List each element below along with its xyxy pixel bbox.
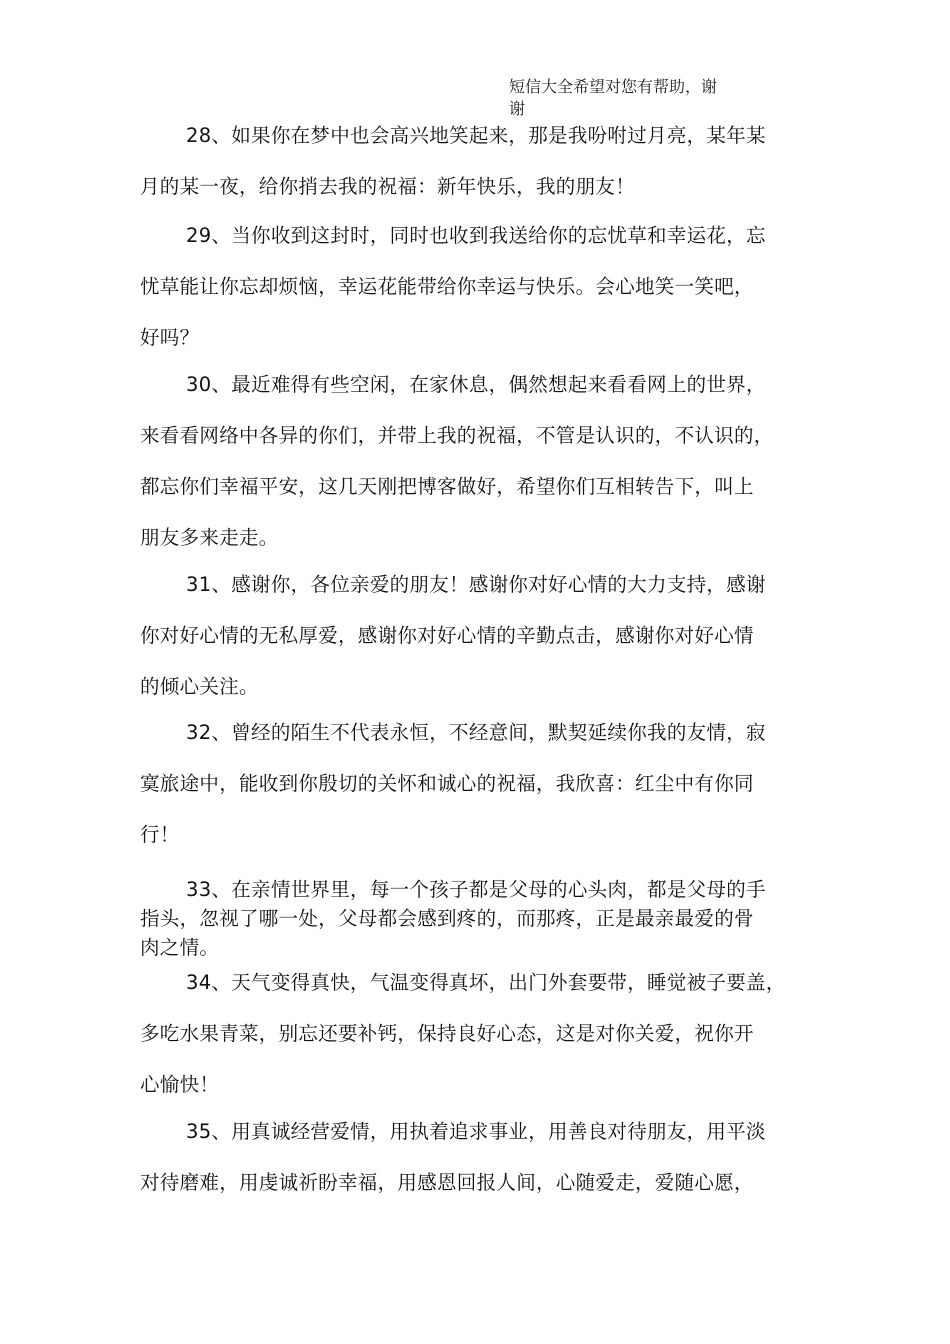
paragraph-line: 忧草能让你忘却烦恼，幸运花能带给你幸运与快乐。会心地笑一笑吧， xyxy=(140,275,754,298)
paragraph-line: 肉之情。 xyxy=(140,936,220,959)
paragraph-line: 29、当你收到这封时，同时也收到我送给你的忘忧草和幸运花，忘 xyxy=(186,224,766,247)
paragraph-line: 心愉快！ xyxy=(140,1073,220,1096)
paragraph-29 xyxy=(140,210,830,363)
paragraph-line: 33、在亲情世界里，每一个孩子都是父母的心头肉，都是父母的手 xyxy=(186,878,766,901)
paragraph-line: 28、如果你在梦中也会高兴地笑起来，那是我吩咐过月亮，某年某 xyxy=(186,124,766,147)
paragraph-line: 34、天气变得真快，气温变得真坏，出门外套要带，睡觉被子要盖， xyxy=(186,971,786,994)
paragraph-30 xyxy=(140,359,830,563)
paragraph-line: 对待磨难，用虔诚祈盼幸福，用感恩回报人间，心随爱走，爱随心愿， xyxy=(140,1171,754,1194)
paragraph-line: 30、最近难得有些空闲，在家休息，偶然想起来看看网上的世界， xyxy=(186,373,766,396)
paragraph-line: 35、用真诚经营爱情，用执着追求事业，用善良对待朋友，用平淡 xyxy=(186,1120,766,1143)
paragraph-31 xyxy=(140,559,830,712)
paragraph-33 xyxy=(140,875,830,962)
paragraph-line: 都忘你们幸福平安，这几天刚把博客做好，希望你们互相转告下，叫上 xyxy=(140,475,754,498)
paragraph-line: 31、感谢你，各位亲爱的朋友！感谢你对好心情的大力支持，感谢 xyxy=(186,573,766,596)
paragraph-line: 好吗？ xyxy=(140,326,200,349)
paragraph-32 xyxy=(140,707,830,860)
paragraph-line: 朋友多来走走。 xyxy=(140,526,279,549)
paragraph-35 xyxy=(140,1106,830,1208)
paragraph-line: 多吃水果青菜，别忘还要补钙，保持良好心态，这是对你关爱，祝你开 xyxy=(140,1022,754,1045)
paragraph-line: 的倾心关注。 xyxy=(140,675,259,698)
paragraph-line: 来看看网络中各异的你们，并带上我的祝福，不管是认识的，不认识的， xyxy=(140,424,774,447)
paragraph-34 xyxy=(140,957,830,1110)
paragraph-line: 你对好心情的无私厚爱，感谢你对好心情的辛勤点击，感谢你对好心情 xyxy=(140,624,754,647)
header-note-line: 短信大全希望对您有帮助，谢 xyxy=(509,77,718,96)
paragraph-line: 行！ xyxy=(140,823,180,846)
paragraph-line: 32、曾经的陌生不代表永恒，不经意间，默契延续你我的友情，寂 xyxy=(186,721,766,744)
header-note-line: 谢 xyxy=(509,99,526,118)
paragraph-line: 寞旅途中，能收到你殷切的关怀和诚心的祝福，我欣喜：红尘中有你同 xyxy=(140,772,754,795)
paragraph-28 xyxy=(140,110,830,212)
paragraph-line: 指头，忽视了哪一处，父母都会感到疼的，而那疼，正是最亲最爱的骨 xyxy=(140,907,754,930)
paragraph-line: 月的某一夜，给你捎去我的祝福：新年快乐，我的朋友！ xyxy=(140,175,636,198)
